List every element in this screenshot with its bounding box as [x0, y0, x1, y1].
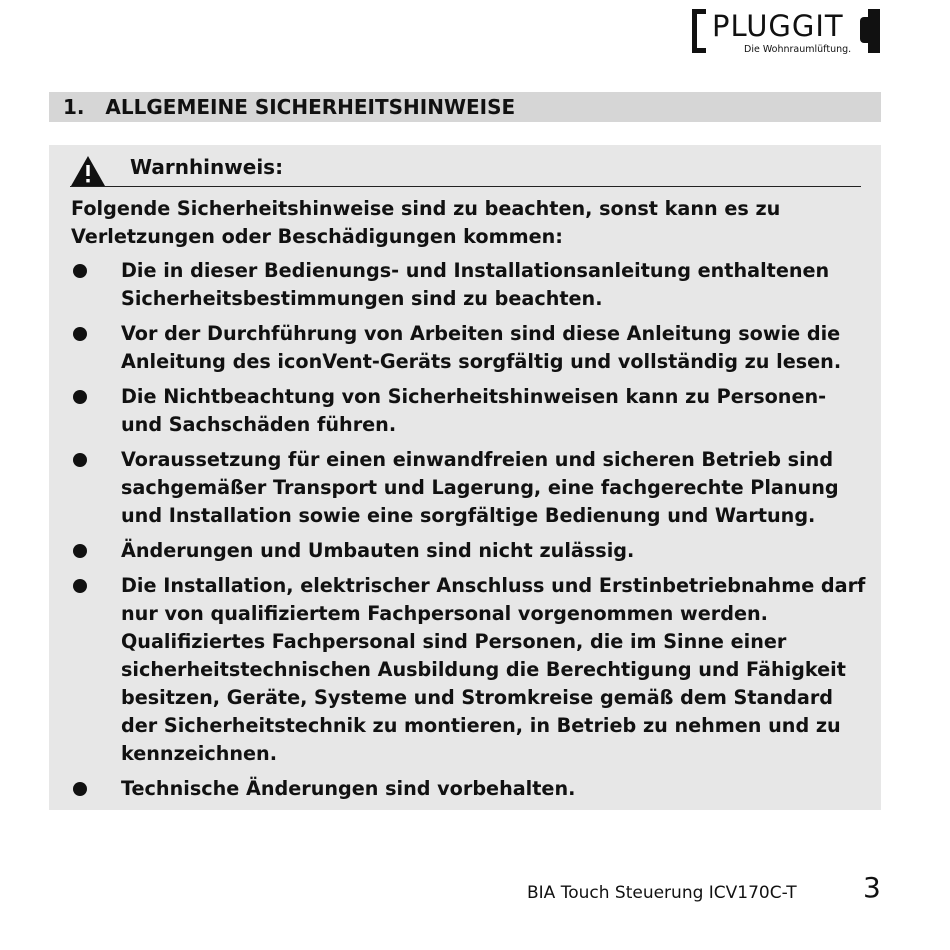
list-item-text: Die Nichtbeachtung von Sicherheitshinweisen kann zu Personen- und Sachschäden führen.	[121, 385, 827, 436]
warning-title: Warnhinweis:	[130, 155, 284, 179]
logo-wordmark: PLUGGIT	[712, 9, 844, 43]
warning-box	[49, 145, 881, 810]
brand-logo	[692, 8, 888, 58]
bullet-icon	[73, 264, 87, 278]
bullet-icon	[73, 327, 87, 341]
page-number: 3	[863, 871, 881, 904]
warning-triangle-icon	[70, 155, 106, 187]
list-item	[71, 572, 866, 768]
warning-header	[70, 151, 861, 187]
list-item-text: Änderungen und Umbauten sind nicht zulässig.	[121, 539, 635, 562]
footer-document-title: BIA Touch Steuerung ICV170C-T	[527, 883, 797, 903]
bullet-icon	[73, 544, 87, 558]
list-item	[71, 537, 866, 565]
bullet-icon	[73, 782, 87, 796]
logo-bracket-right-notch	[860, 17, 868, 43]
warning-intro: Folgende Sicherheitshinweise sind zu beachten, sonst kann es zu Verletzungen oder Beschädigungen kommen:	[71, 197, 781, 248]
section-title: 1. ALLGEMEINE SICHERHEITSHINWEISE	[63, 95, 516, 119]
logo-bracket-left	[692, 9, 706, 53]
bullet-icon	[73, 390, 87, 404]
logo-tagline: Die Wohnraumlüftung.	[744, 44, 852, 55]
list-item-text: Technische Änderungen sind vorbehalten.	[121, 777, 576, 800]
bullet-icon	[73, 453, 87, 467]
section-heading-bar	[49, 92, 881, 122]
list-item-text: Die Installation, elektrischer Anschluss und Erstinbetriebnahme darf nur von qualifiziertem Fachpersonal vorgenommen werden. Qualifiziertes Fachpersonal sind Personen, die im Sinne einer sicherheitstechnischen Ausbildung die Berechtigung und Fähigkeit besitzen, Geräte, Systeme und Stromkreise gemäß dem Standard der Sicherheitstechnik zu montieren, in Betrieb zu nehmen und zu kennzeichnen.	[121, 574, 866, 765]
warning-body	[71, 195, 866, 810]
list-item-text: Die in dieser Bedienungs- und Installationsanleitung enthaltenen Sicherheitsbestimmungen sind zu beachten.	[121, 259, 830, 310]
list-item	[71, 775, 866, 803]
list-item-text: Voraussetzung für einen einwandfreien und sicheren Betrieb sind sachgemäßer Transport und Lagerung, eine fachgerechte Planung und Installation sowie eine sorgfältige Bedienung und Wartung.	[121, 448, 839, 527]
list-item-text: Vor der Durchführung von Arbeiten sind diese Anleitung sowie die Anleitung des iconVent-Geräts sorgfältig und vollständig zu lesen.	[121, 322, 842, 373]
list-item	[71, 257, 866, 313]
list-item	[71, 383, 866, 439]
logo-bracket-right	[868, 9, 880, 53]
safety-list	[71, 257, 866, 803]
list-item	[71, 446, 866, 530]
bullet-icon	[73, 579, 87, 593]
list-item	[71, 320, 866, 376]
